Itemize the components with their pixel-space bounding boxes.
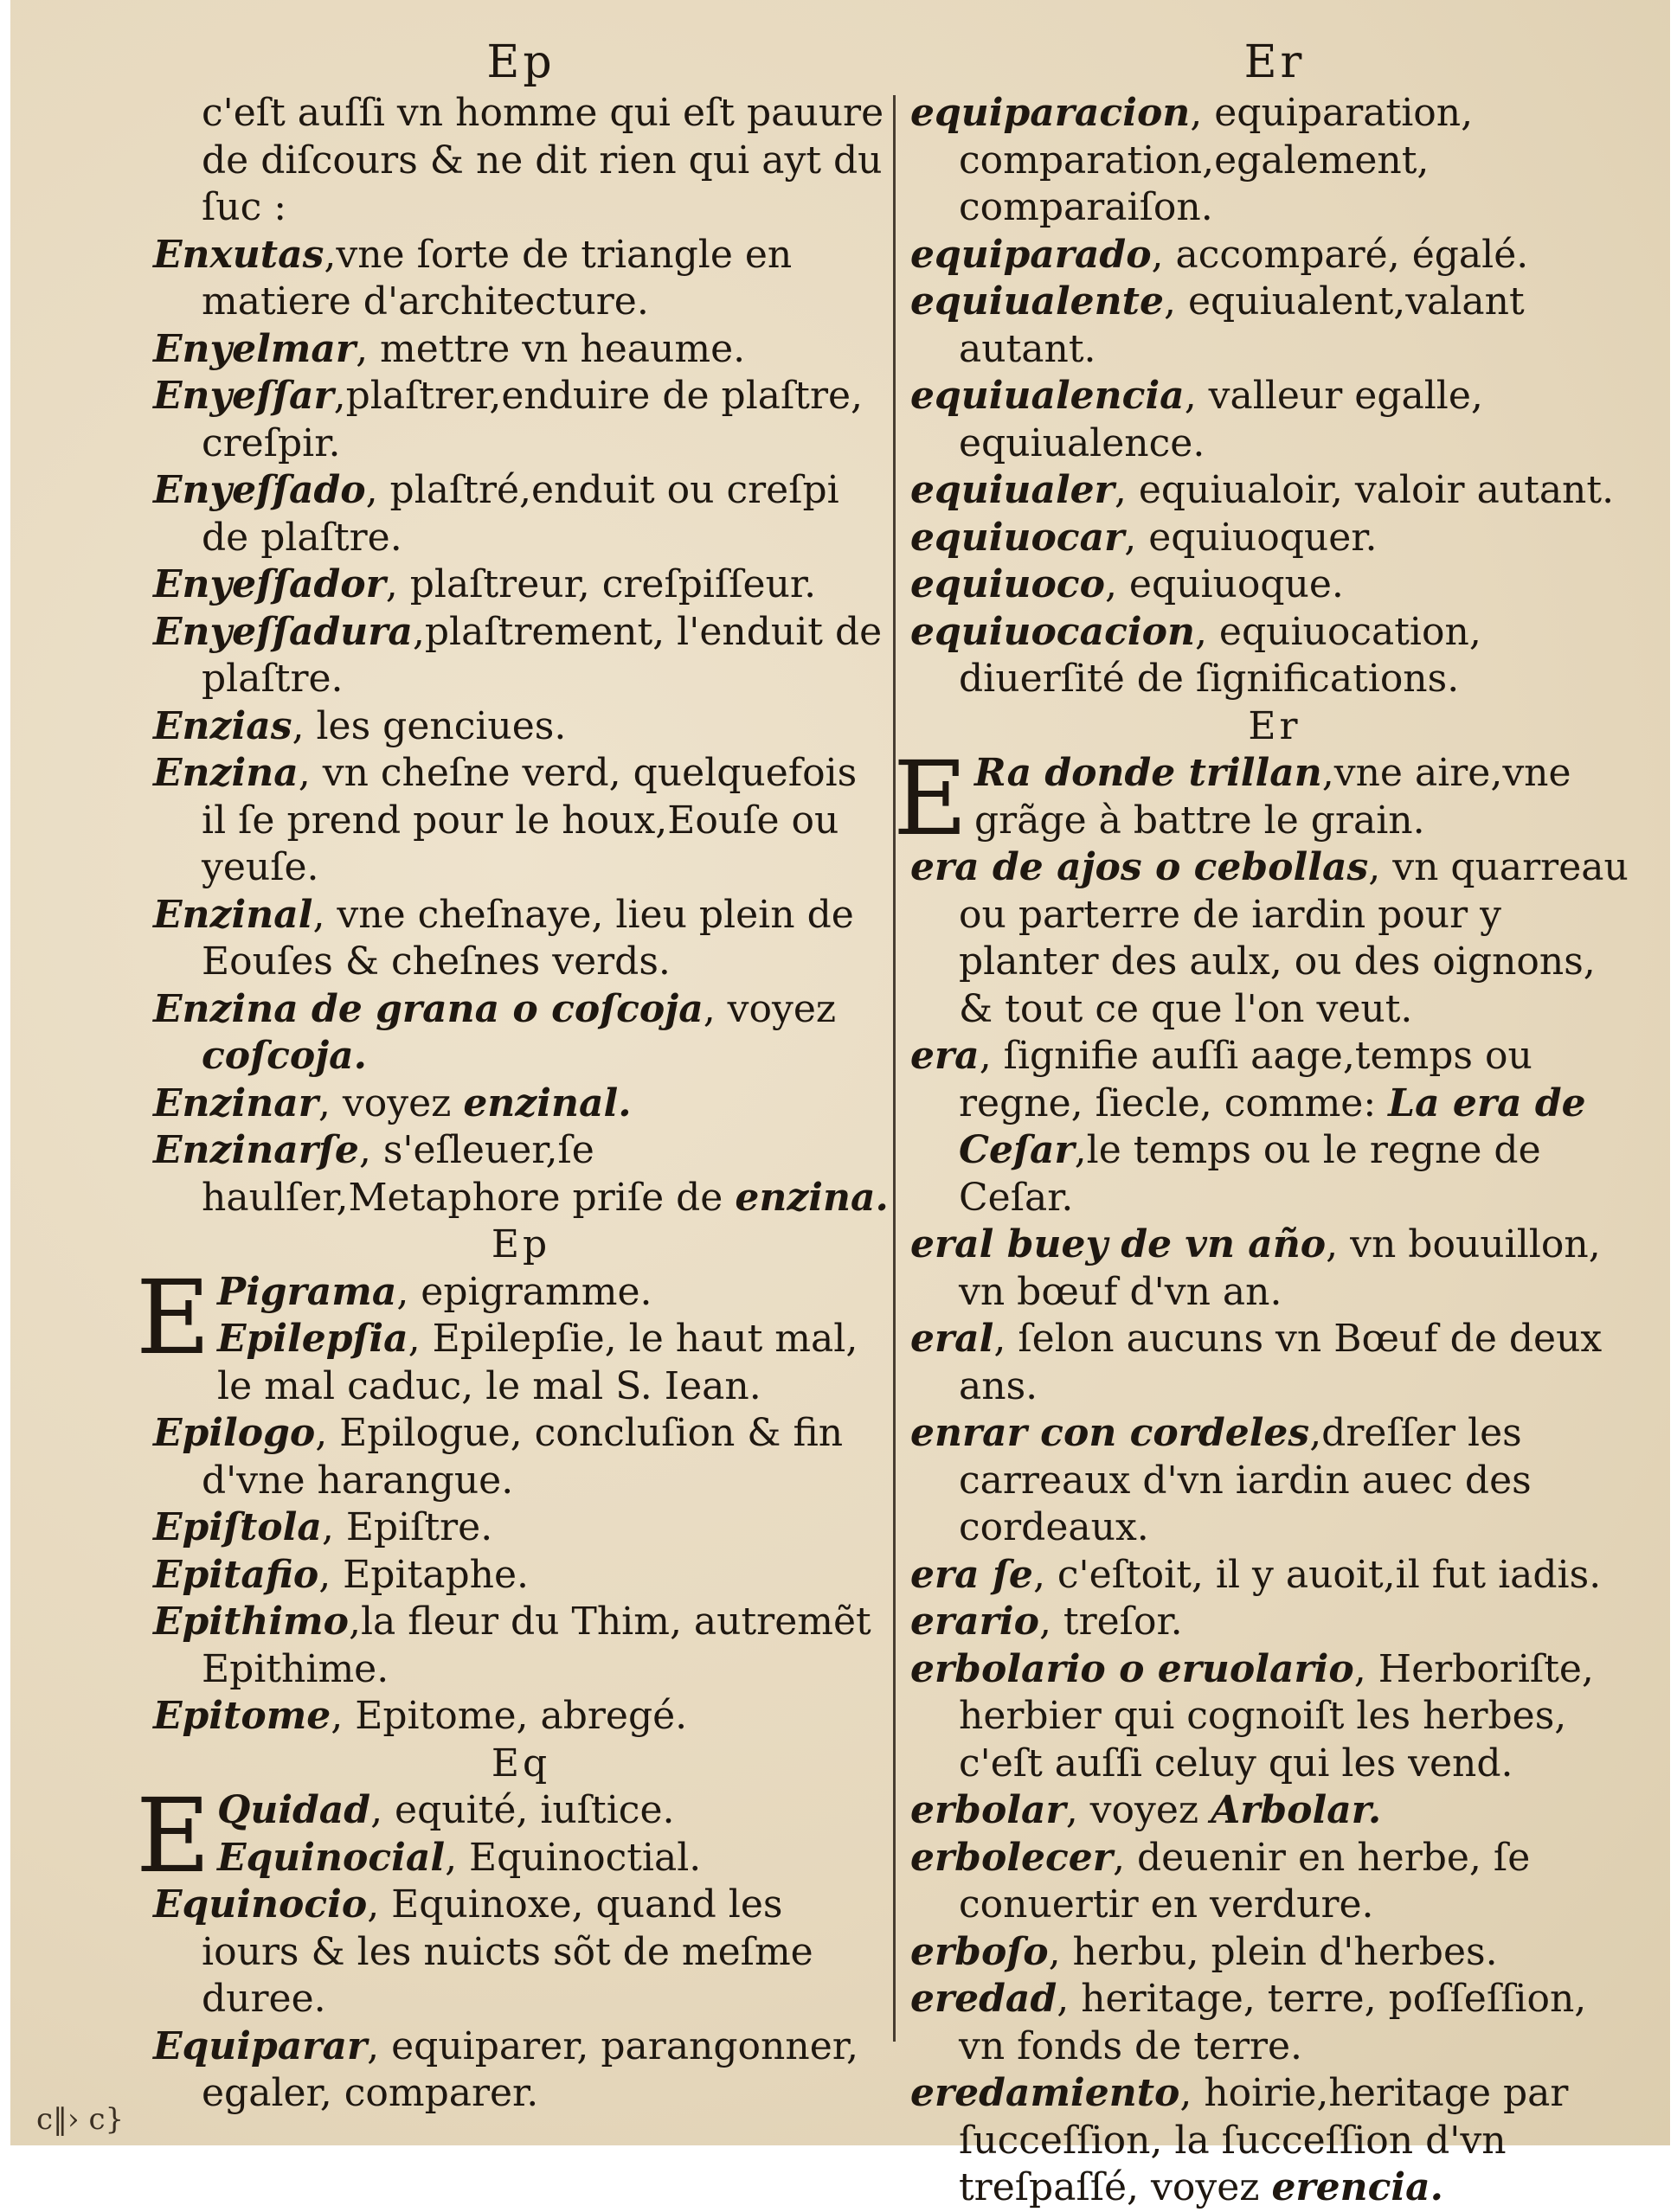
definition: , equiparer, parangonner, egaler, comparer.: [202, 2023, 858, 2115]
definition: , voyez: [703, 986, 837, 1031]
dictionary-entry: [910, 1033, 1639, 1221]
definition: , Herboriſte, herbier qui cognoiſt les herbes, c'eſt auſſi celuy qui les vend.: [959, 1646, 1594, 1786]
dictionary-entry: [153, 326, 889, 374]
definition: , ſelon aucuns vn Bœuf de deux ans.: [959, 1317, 1603, 1408]
headword: Enzina de grana o coſcoja: [153, 986, 704, 1031]
headword: Equinocio: [153, 1882, 368, 1927]
definition: ,la fleur du Thim, autremẽt Epithime.: [202, 1600, 871, 1691]
headword: erbolario o eruolario: [910, 1646, 1354, 1691]
right-running-head: Er: [1243, 36, 1306, 88]
dictionary-entry: [910, 279, 1639, 373]
headword: Enzinal: [153, 892, 313, 937]
headword: Enyeſſador: [153, 562, 386, 606]
definition: , Epilepſie, le haut mal, le mal caduc, le mal S. Iean.: [217, 1317, 858, 1408]
drop-cap-initial: E: [136, 1776, 211, 1895]
headword: era ſe: [910, 1552, 1033, 1597]
definition: , voyez: [1065, 1788, 1211, 1832]
headword: Epilogo: [153, 1411, 316, 1455]
dictionary-entry: [910, 467, 1639, 515]
dictionary-entry: [153, 750, 889, 892]
headword: Quidad: [217, 1788, 371, 1832]
headword: equiualente: [910, 279, 1164, 324]
definition: , hoirie,heritage par ſucceſſion, la ſucceſſion d'vn treſpaſſé, voyez: [959, 2071, 1569, 2209]
entry-continuation: c'eſt auſſi vn homme qui eſt pauure de diſcours & ne dit rien qui ayt du ſuc :: [202, 91, 884, 229]
headword: eral: [910, 1317, 994, 1361]
definition: , equiuoque.: [1104, 562, 1344, 606]
dictionary-entry: [153, 1080, 889, 1128]
headword: Enyeſſar: [153, 374, 334, 418]
definition: , ſignifie auſſi aage,temps ou regne, ſiecle, comme:: [959, 1034, 1532, 1125]
definition: ,plaſtrer,enduire de plaſtre, creſpir.: [202, 374, 864, 465]
headword: Enzina: [153, 751, 299, 795]
cross-reference: Arbolar.: [1211, 1788, 1382, 1832]
dictionary-entry: [153, 609, 889, 703]
dictionary-entry: [910, 232, 1639, 279]
definition: , vne cheſnaye, lieu plein de Eouſes & cheſnes verds.: [202, 892, 854, 984]
dictionary-entry: [910, 2070, 1639, 2212]
definition: , equiualent,valant autant.: [959, 279, 1525, 371]
definition: , deuenir en herbe, ſe conuertir en verdure.: [959, 1835, 1531, 1927]
definition: , equité, iuſtice.: [370, 1788, 675, 1832]
definition: , Equinoxe, quand les iours & les nuicts sõt de meſme duree.: [202, 1882, 813, 2021]
drop-cap-initial: E: [893, 739, 968, 858]
left-column: [136, 35, 889, 2118]
definition: , Epilogue, concluſion & fin d'vne harangue.: [202, 1411, 844, 1503]
headword: Enzinar: [153, 1080, 318, 1125]
headword: erario: [910, 1600, 1039, 1644]
headword: eredad: [910, 1977, 1057, 2021]
headword: enrar con cordeles: [910, 1411, 1310, 1455]
cross-reference: coſcoja.: [202, 1034, 367, 1078]
dictionary-entry: [910, 1316, 1639, 1410]
dictionary-entry: [153, 1269, 889, 1317]
headword: equiualencia: [910, 374, 1185, 418]
dictionary-entry: [153, 1599, 889, 1693]
definition: , c'eſtoit, il y auoit,il fut iadis.: [1032, 1552, 1602, 1597]
definition: , heritage, terre, poſſeſſion, vn fonds de terre.: [959, 1977, 1587, 2068]
headword: Enyelmar: [153, 326, 357, 371]
definition: , equiuoquer.: [1124, 515, 1378, 560]
definition: , herbu, plein d'herbes.: [1048, 1929, 1498, 1974]
headword: Enyeſſadura: [153, 609, 413, 654]
dictionary-entry: [910, 844, 1639, 1033]
dictionary-entry: [153, 1127, 889, 1221]
dictionary-entry: [153, 2023, 889, 2118]
definition: , Epitome, abregé.: [331, 1694, 688, 1738]
dictionary-entry: [910, 1976, 1639, 2070]
headword: Equiparar: [153, 2023, 368, 2068]
definition-continued: ,le temps ou le regne de Ceſar.: [959, 1128, 1541, 1220]
headword: equiualer: [910, 468, 1115, 512]
dictionary-entry: [910, 750, 1639, 844]
headword: Pigrama: [217, 1269, 397, 1314]
headword: Epitafio: [153, 1552, 319, 1597]
definition: ,vne aire,vne grãge à battre le grain.: [974, 751, 1571, 843]
headword: era: [910, 1034, 980, 1078]
headword: equiparado: [910, 232, 1152, 277]
initial-block: [136, 1257, 889, 1411]
headword: Epilepſia: [217, 1317, 408, 1361]
definition: , Epiſtre.: [321, 1505, 493, 1549]
dictionary-entry: [910, 90, 1639, 232]
definition: , s'eſleuer,ſe haulſer,Metaphore priſe de: [202, 1128, 736, 1220]
definition: ,dreſſer les carreaux d'vn iardin auec des cordeaux.: [959, 1411, 1532, 1549]
dictionary-entry: [910, 1410, 1639, 1552]
headword: Enyeſſado: [153, 468, 366, 512]
definition: , epigramme.: [396, 1269, 652, 1314]
section-heading: Ep: [491, 1222, 551, 1266]
dictionary-entry: [910, 609, 1639, 703]
definition: , accomparé, égalé.: [1151, 232, 1529, 277]
dictionary-entry: [910, 373, 1639, 467]
initial-block: [893, 739, 1639, 858]
dictionary-entry: [153, 1787, 889, 1835]
dictionary-entry: [910, 515, 1639, 562]
dictionary-entry: [910, 1929, 1639, 1977]
headword: Ra donde trillan: [974, 751, 1322, 795]
definition: , mettre vn heaume.: [356, 326, 746, 371]
dictionary-entry: [153, 232, 889, 326]
dictionary-entry: [153, 1316, 889, 1410]
cross-reference: La era de Ceſar: [959, 1080, 1586, 1172]
definition: , treſor.: [1038, 1600, 1183, 1644]
section-heading: Er: [1248, 703, 1301, 748]
definition: , vn bouuillon, vn bœuf d'vn an.: [959, 1222, 1601, 1314]
dictionary-entry: [910, 1787, 1639, 1835]
dictionary-entry: [910, 1646, 1639, 1788]
dictionary-entry: [153, 1552, 889, 1600]
dictionary-entry: [153, 467, 889, 561]
definition: , voyez: [318, 1080, 464, 1125]
headword: Equinocial: [217, 1835, 446, 1880]
headword: Epitome: [153, 1694, 331, 1738]
definition: , equiparation, comparation,egalement, comparaiſon.: [959, 91, 1474, 229]
section-heading: Eq: [491, 1741, 551, 1786]
definition: , equiualoir, valoir autant.: [1114, 468, 1615, 512]
right-column: [893, 35, 1639, 2212]
column-divider: [893, 95, 896, 2042]
dictionary-entry: [910, 1835, 1639, 1929]
dictionary-entry: [153, 561, 889, 609]
headword: equiuocar: [910, 515, 1125, 560]
dictionary-entry: [153, 1835, 889, 1882]
headword: eral buey de vn año: [910, 1222, 1327, 1266]
definition: , vn cheſne verd, quelquefois il ſe prend pour le houx,Eouſe ou yeuſe.: [202, 751, 858, 889]
headword: era de ajos o cebollas: [910, 845, 1369, 889]
dictionary-entry: [910, 1221, 1639, 1316]
dictionary-entry: [153, 1693, 889, 1741]
definition: , les genciues.: [292, 703, 567, 748]
dictionary-entry: [910, 1552, 1639, 1600]
headword: equiuoco: [910, 562, 1105, 606]
definition: ,vne ſorte de triangle en matiere d'architecture.: [202, 232, 793, 324]
headword: Enzinarſe: [153, 1128, 359, 1172]
dictionary-entry: [153, 373, 889, 467]
definition: , equiuocation, diuerſité de ſignifications.: [959, 609, 1481, 701]
dictionary-entry: [153, 1504, 889, 1552]
definition: , Equinoctial.: [445, 1835, 702, 1880]
headword: equiuocacion: [910, 609, 1195, 654]
headword: erboſo: [910, 1929, 1049, 1974]
headword: Epithimo: [153, 1600, 349, 1644]
dictionary-entry: [153, 986, 889, 1080]
initial-block: [136, 1776, 889, 1895]
dictionary-entry: [910, 561, 1639, 609]
definition: , plaſtré,enduit ou creſpi de plaſtre.: [202, 468, 839, 560]
headword: equiparacion: [910, 91, 1191, 135]
headword: Epiſtola: [153, 1505, 322, 1549]
headword: erbolar: [910, 1788, 1066, 1832]
dictionary-entry: [153, 892, 889, 986]
headword: Enxutas: [153, 232, 324, 277]
dictionary-entry: [153, 703, 889, 751]
definition: , vn quarreau ou parterre de iardin pour y planter des aulx, ou des oignons, & tout ce que l'on veut.: [959, 845, 1629, 1031]
definition: , Epitaphe.: [318, 1552, 529, 1597]
footer-mark: c‖› c}: [36, 2102, 125, 2137]
dictionary-entry: [153, 1410, 889, 1504]
drop-cap-initial: E: [136, 1257, 211, 1377]
cross-reference: erencia.: [1271, 2165, 1443, 2209]
headword: Enzias: [153, 703, 292, 748]
dictionary-entry: [153, 1882, 889, 2023]
headword: erbolecer: [910, 1835, 1113, 1880]
cross-reference: enzinal.: [463, 1080, 632, 1125]
headword: eredamiento: [910, 2071, 1180, 2115]
definition: , valleur egalle, equiualence.: [959, 374, 1483, 465]
dictionary-page: [10, 0, 1670, 2209]
left-running-head: Ep: [486, 36, 556, 88]
definition: , plaſtreur, creſpiſſeur.: [385, 562, 817, 606]
dictionary-entry: [910, 1599, 1639, 1646]
cross-reference: enzina.: [735, 1175, 889, 1220]
definition: ,plaſtrement, l'enduit de plaſtre.: [202, 609, 883, 701]
